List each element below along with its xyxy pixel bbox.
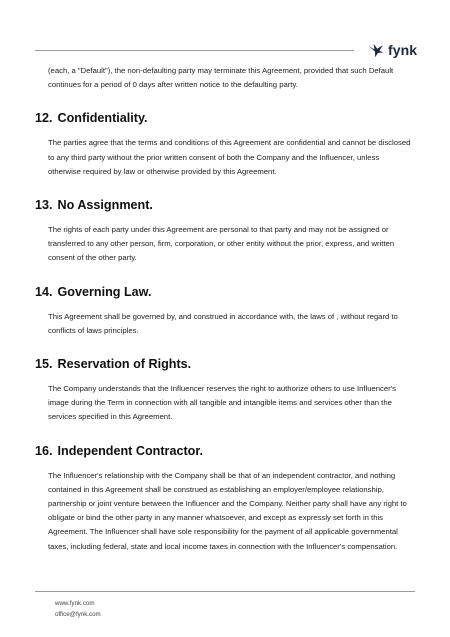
section-body: The rights of each party under this Agreement are personal to that party and may not be assigned or transferred to any other person, firm, corporation, or other entity without the prior, express, and written consent of the other party.	[48, 225, 395, 263]
section-number: 16.	[35, 443, 53, 458]
section-body: This Agreement shall be governed by, and construed in accordance with, the laws of , without regard to conflicts of laws principles.	[48, 311, 398, 335]
section-number: 12.	[35, 111, 53, 126]
section-no-assignment	[35, 197, 415, 266]
footer-website[interactable]: www.fynk.com	[55, 600, 95, 607]
section-independent-contractor	[35, 443, 415, 554]
section-body: The Company understands that the Influencer reserves the right to authorize others to use Influencer's image during the Term in connection with all tangible and intangible items and services other than the services specified in this Agreement.	[48, 384, 397, 422]
section-governing-law	[35, 284, 415, 338]
section-body: The parties agree that the terms and conditions of this Agreement are confidential and cannot be disclosed to any third party without the prior written consent of both the Company and the Influencer, unless otherwise required by law or otherwise provided by this Agreement.	[48, 138, 411, 176]
section-confidentiality	[35, 110, 415, 179]
bird-logo-icon	[368, 41, 385, 58]
section-title: Confidentiality.	[57, 111, 148, 126]
header-divider	[35, 50, 354, 51]
section-body: The Influencer's relationship with the Company shall be that of an independent contractor, and nothing contained in this Agreement shall be construed as establishing an employer/employee relationship, partnership or joint venture between the Influencer and the Company. Neither party shall have any right to obligate or bind the other party in any manner whatsoever, and except as expressly set forth in this Agreement. The Influencer shall have sole responsibility for the payment of all applicable governmental taxes, including federal, state and local income taxes in connection with the Influencer's compensation.	[48, 470, 407, 551]
footer	[55, 598, 101, 620]
logo-wordmark: fynk	[388, 41, 418, 58]
section-title: Reservation of Rights.	[57, 357, 192, 372]
section-heading	[35, 284, 415, 300]
document-body	[35, 64, 415, 554]
section-heading	[35, 110, 415, 126]
footer-divider	[35, 591, 415, 592]
section-reservation-of-rights	[35, 356, 415, 425]
section-number: 15.	[35, 357, 53, 372]
section-title: Governing Law.	[57, 284, 152, 299]
section-title: No Assignment.	[57, 198, 153, 213]
fynk-logo	[368, 41, 417, 58]
footer-email[interactable]: office@fynk.com	[55, 611, 101, 618]
section-number: 13.	[35, 198, 53, 213]
intro-paragraph: (each, a "Default"), the non-defaulting party may terminate this Agreement, provided that such Default continues for a period of 0 days after written notice to the defaulting party.	[48, 66, 394, 90]
section-heading	[35, 356, 415, 372]
section-heading	[35, 443, 415, 459]
section-number: 14.	[35, 284, 53, 299]
section-title: Independent Contractor.	[57, 443, 204, 458]
section-heading	[35, 197, 415, 213]
